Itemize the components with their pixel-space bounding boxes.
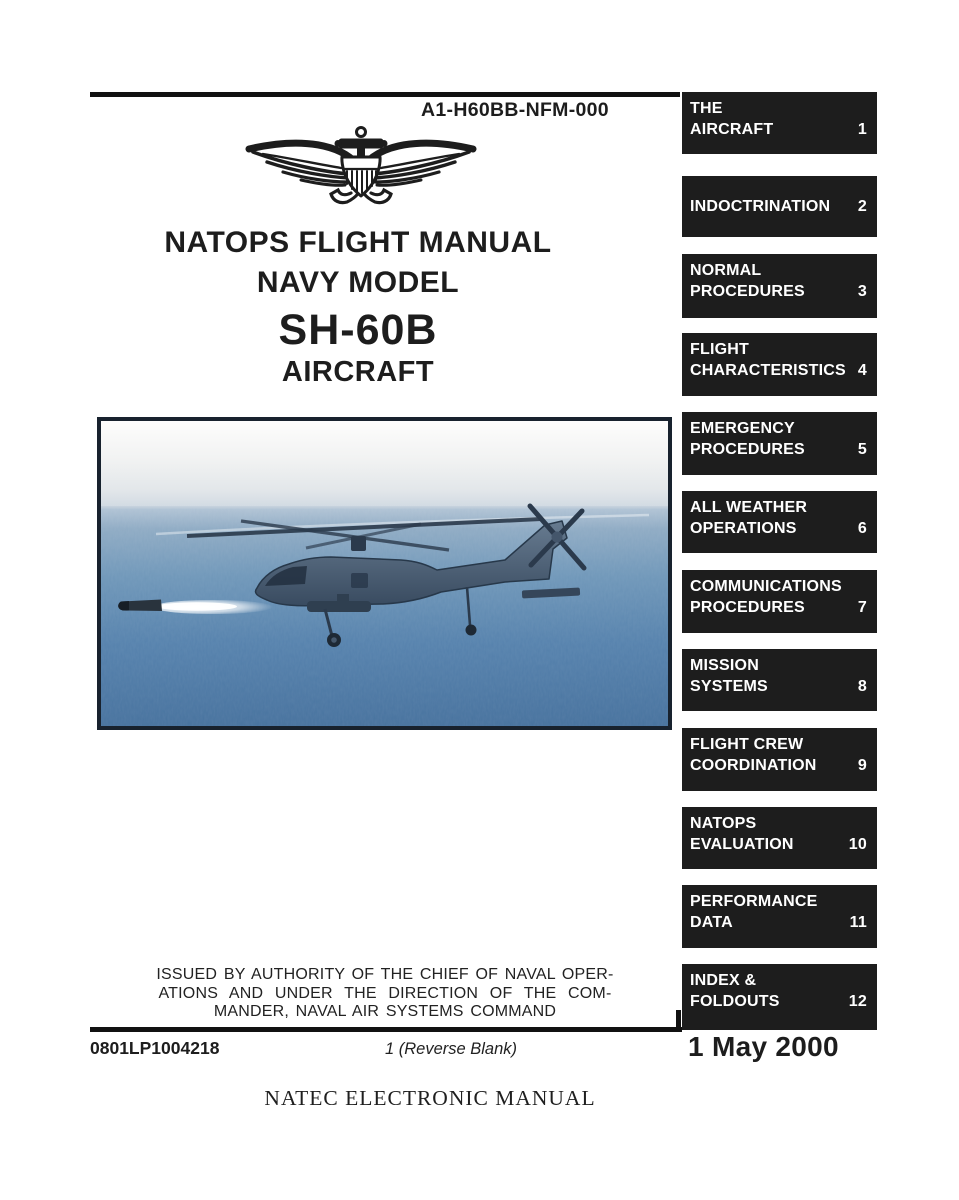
tab-label-line: NORMAL xyxy=(690,262,762,279)
chapter-tab-7[interactable] xyxy=(682,570,877,633)
tab-label-line: COMMUNICATIONS xyxy=(690,578,842,595)
bottom-rule-joint xyxy=(676,1010,681,1032)
tab-label-line: PERFORMANCE xyxy=(690,893,818,910)
tab-label-line: EVALUATION xyxy=(690,836,794,853)
tab-chapter-number: 7 xyxy=(857,599,867,616)
chapter-tab-3[interactable] xyxy=(682,254,877,318)
tab-label-line: SYSTEMS xyxy=(690,678,768,695)
tab-chapter-number: 12 xyxy=(848,993,867,1010)
natec-footer: NATEC ELECTRONIC MANUAL xyxy=(264,1086,596,1110)
tab-label-line: ALL WEATHER xyxy=(690,499,808,516)
title-model-sh60b: SH-60B xyxy=(278,306,438,354)
chapter-tab-9[interactable] xyxy=(682,728,877,791)
chapter-tab-6[interactable] xyxy=(682,491,877,553)
chapter-tab-8[interactable] xyxy=(682,649,877,711)
chapter-tab-1[interactable] xyxy=(682,92,877,154)
document-number: A1-H60BB-NFM-000 xyxy=(421,99,609,121)
tab-label-line: FLIGHT xyxy=(690,341,749,358)
naval-aviator-wings-icon xyxy=(241,122,481,206)
tab-label-line: MISSION xyxy=(690,657,759,674)
tab-label-line: FLIGHT CREW xyxy=(690,736,804,753)
tab-chapter-number: 11 xyxy=(849,914,867,931)
chapter-tabs xyxy=(682,0,877,1200)
issuing-line: MANDER, NAVAL AIR SYSTEMS COMMAND xyxy=(213,1003,557,1020)
tab-label-line: INDOCTRINATION xyxy=(690,198,831,215)
chapter-tab-10[interactable] xyxy=(682,807,877,869)
tab-label-line: NATOPS xyxy=(690,815,757,832)
tab-label-line: PROCEDURES xyxy=(690,599,805,616)
tab-label-line: EMERGENCY xyxy=(690,420,795,437)
tab-label-line: COORDINATION xyxy=(690,757,817,774)
title-natops: NATOPS FLIGHT MANUAL xyxy=(164,226,552,259)
shield-glyph xyxy=(342,157,380,196)
stock-number: 0801LP1004218 xyxy=(90,1038,220,1058)
tab-label-line: FOLDOUTS xyxy=(690,993,780,1010)
chapter-tab-5[interactable] xyxy=(682,412,877,475)
tab-chapter-number: 6 xyxy=(857,520,867,537)
tab-chapter-number: 3 xyxy=(857,283,867,300)
chapter-tab-2[interactable] xyxy=(682,176,877,237)
tab-label-line: AIRCRAFT xyxy=(690,121,774,138)
chapter-tab-11[interactable] xyxy=(682,885,877,948)
top-rule xyxy=(90,92,680,97)
tab-chapter-number: 2 xyxy=(857,198,867,215)
tab-label-line: THE xyxy=(690,100,723,117)
bottom-rule xyxy=(90,1027,682,1032)
tab-label-line: OPERATIONS xyxy=(690,520,797,537)
tab-chapter-number: 9 xyxy=(857,757,867,774)
tab-label-line: CHARACTERISTICS xyxy=(690,362,846,379)
tab-label-line: PROCEDURES xyxy=(690,441,805,458)
sky xyxy=(101,421,668,509)
tab-chapter-number: 1 xyxy=(857,121,867,138)
cover-photo xyxy=(97,417,672,730)
tab-chapter-number: 5 xyxy=(857,441,867,458)
tab-label-line: PROCEDURES xyxy=(690,283,805,300)
chapter-tab-12[interactable] xyxy=(682,964,877,1030)
tab-chapter-number: 4 xyxy=(857,362,867,379)
issuing-line: ATIONS AND UNDER THE DIRECTION OF THE COM- xyxy=(158,984,612,1002)
title-block xyxy=(88,223,628,389)
chapter-tab-4[interactable] xyxy=(682,333,877,396)
tab-label-line: INDEX & xyxy=(690,972,757,989)
issuing-line: ISSUED BY AUTHORITY OF THE CHIEF OF NAVAL OPER- xyxy=(156,966,614,983)
publication-date: 1 May 2000 xyxy=(688,1031,839,1062)
tab-label-line: DATA xyxy=(690,914,733,931)
tab-chapter-number: 8 xyxy=(857,678,867,695)
title-aircraft: AIRCRAFT xyxy=(281,356,435,388)
page-number-label: 1 (Reverse Blank) xyxy=(384,1040,518,1058)
tab-chapter-number: 10 xyxy=(848,836,867,853)
title-navy-model: NAVY MODEL xyxy=(256,266,460,299)
issuing-authority-statement xyxy=(105,966,665,1022)
